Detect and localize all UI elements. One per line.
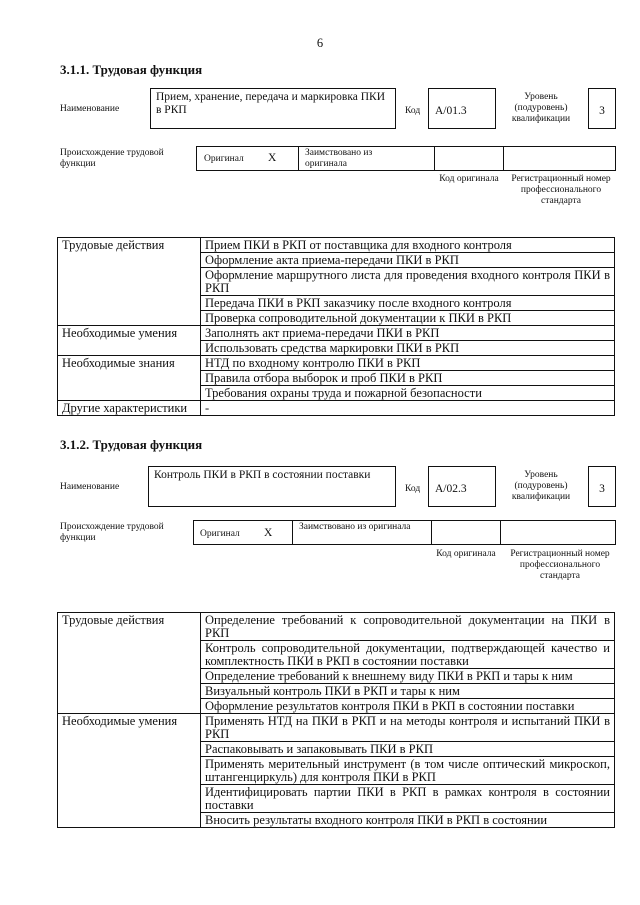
section-title: Необходимые знания bbox=[58, 356, 201, 401]
divider bbox=[298, 146, 299, 171]
table-row: Заполнять акт приема-передачи ПКИ в РКП bbox=[201, 326, 615, 341]
code-value: А/01.3 bbox=[428, 88, 496, 129]
table-row: Определение требований к сопроводительной документации на ПКИ в РКП bbox=[201, 613, 615, 641]
table-row: - bbox=[201, 401, 615, 416]
name-label: Наименование bbox=[60, 104, 120, 114]
reg-number-label: Регистрационный номер профессионального стандарта bbox=[510, 549, 610, 581]
origin-label: Происхождение трудовой функции bbox=[60, 522, 164, 543]
section-title: Трудовые действия bbox=[58, 238, 201, 326]
section-title: Трудовые действия bbox=[58, 613, 201, 714]
table-row: Применять НТД на ПКИ в РКП и на методы контроля и испытаний ПКИ в РКП bbox=[201, 714, 615, 742]
code-label: Код bbox=[405, 106, 421, 116]
table-row: Оформление маршрутного листа для проведения входного контроля ПКИ в РКП bbox=[201, 268, 615, 296]
code-label: Код bbox=[405, 484, 421, 494]
table-row: Контроль сопроводительной документации, подтверждающей качество и комплектность ПКИ в РКП в состоянии поставки bbox=[201, 641, 615, 669]
table-row: Вносить результаты входного контроля ПКИ в РКП в состоянии bbox=[201, 813, 615, 828]
divider bbox=[292, 520, 293, 545]
function-heading: 3.1.1. Трудовая функция bbox=[60, 62, 203, 77]
table-row: Прием ПКИ в РКП от поставщика для входного контроля bbox=[201, 238, 615, 253]
section-title: Необходимые умения bbox=[58, 714, 201, 828]
name-value: Контроль ПКИ в РКП в состоянии поставки bbox=[148, 466, 396, 507]
table-row: Идентифицировать партии ПКИ в РКП в рамках контроля в состоянии поставки bbox=[201, 785, 615, 813]
table-row: Проверка сопроводительной документации к ПКИ в РКП bbox=[201, 311, 615, 326]
table-row: НТД по входному контролю ПКИ в РКП bbox=[201, 356, 615, 371]
divider bbox=[500, 520, 501, 545]
section-title: Другие характеристики bbox=[58, 401, 201, 416]
borrowed-label: Заимствовано из оригинала bbox=[299, 522, 411, 532]
divider bbox=[434, 146, 435, 171]
code-original-label: Код оригинала bbox=[439, 174, 499, 184]
table-row: Оформление акта приема-передачи ПКИ в РКП bbox=[201, 253, 615, 268]
level-value: 3 bbox=[588, 466, 616, 507]
table-row: Визуальный контроль ПКИ в РКП и тары к ним bbox=[201, 684, 615, 699]
original-mark: X bbox=[268, 152, 277, 164]
origin-label: Происхождение трудовой функции bbox=[60, 148, 164, 169]
original-label: Оригинал bbox=[200, 529, 240, 539]
code-original-label: Код оригинала bbox=[436, 549, 496, 559]
table-row: Определение требований к внешнему виду ПКИ в РКП и тары к ним bbox=[201, 669, 615, 684]
reg-number-label: Регистрационный номер профессионального стандарта bbox=[511, 174, 611, 206]
divider bbox=[503, 146, 504, 171]
table-row: Распаковывать и запаковывать ПКИ в РКП bbox=[201, 742, 615, 757]
code-value: А/02.3 bbox=[428, 466, 496, 507]
page-number: 6 bbox=[316, 36, 324, 50]
table-row: Требования охраны труда и пожарной безопасности bbox=[201, 386, 615, 401]
level-label: Уровень (подуровень) квалификации bbox=[511, 470, 571, 502]
table-row: Оформление результатов контроля ПКИ в РКП в состоянии поставки bbox=[201, 699, 615, 714]
divider bbox=[431, 520, 432, 545]
original-mark: X bbox=[264, 527, 273, 539]
section-title: Необходимые умения bbox=[58, 326, 201, 356]
level-value: 3 bbox=[588, 88, 616, 129]
table-row: Правила отбора выборок и проб ПКИ в РКП bbox=[201, 371, 615, 386]
table-row: Применять мерительный инструмент (в том числе оптический микроскоп, штангенциркуль) для контроля ПКИ в РКП bbox=[201, 757, 615, 785]
name-value: Прием, хранение, передача и маркировка ПКИ в РКП bbox=[150, 88, 396, 129]
original-label: Оригинал bbox=[204, 154, 244, 164]
function-table bbox=[57, 237, 615, 416]
borrowed-label: Заимствовано из оригинала bbox=[305, 148, 373, 169]
function-table bbox=[57, 612, 615, 828]
table-row: Использовать средства маркировки ПКИ в РКП bbox=[201, 341, 615, 356]
function-heading: 3.1.2. Трудовая функция bbox=[60, 437, 203, 452]
name-label: Наименование bbox=[60, 482, 120, 492]
level-label: Уровень (подуровень) квалификации bbox=[511, 92, 571, 124]
table-row: Передача ПКИ в РКП заказчику после входного контроля bbox=[201, 296, 615, 311]
